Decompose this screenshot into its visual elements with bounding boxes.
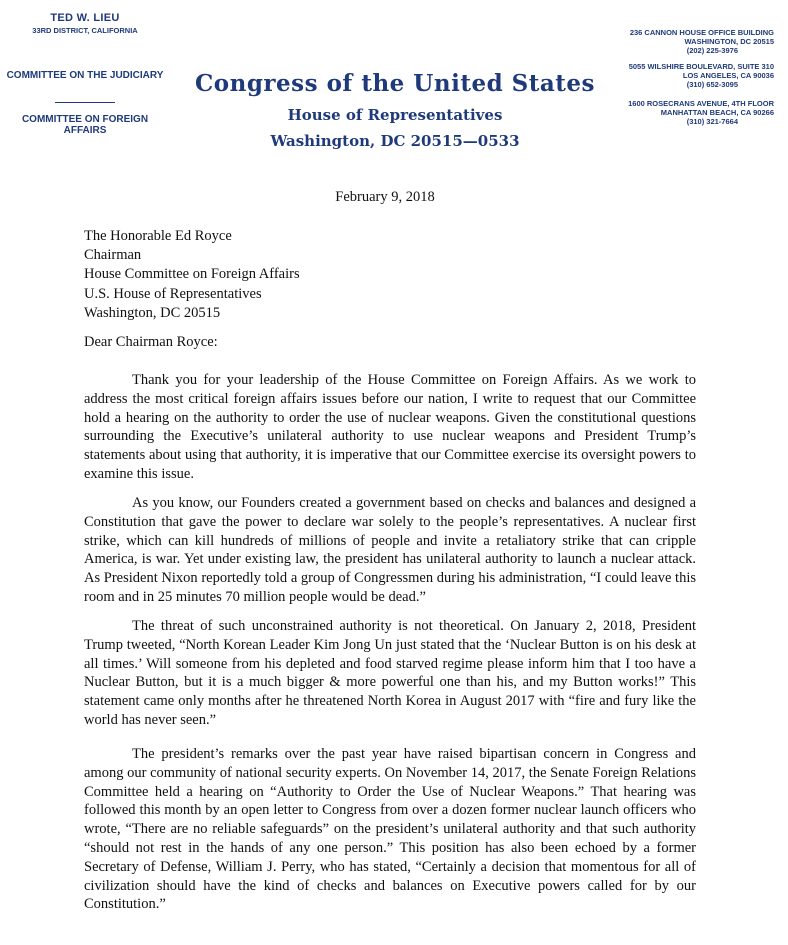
body-paragraph-2: As you know, our Founders created a government based on checks and balances and designed a Constitution that gave the power to declare war solely to the people’s representatives. A nuclear first strike, which can kill hundreds of millions of people and invite a retaliatory strike that can cripple America, is war. Yet under existing law, the president has unilateral authority to launch a nuclear attack. As President Nixon reportedly told a group of Congressmen during his administration, “I could leave this room and in 25 minutes 70 million people would be dead.” [84, 495, 696, 605]
body-paragraph-1: Thank you for your leadership of the House Committee on Foreign Affairs. As we work to address the most critical foreign affairs issues before our nation, I write to request that our Committee hold a hearing on the authority to order the use of nuclear weapons. Given the constitutional questions surrounding the Executive’s unilateral authority to use nuclear weapons and President Trump’s statements about using that authority, it is imperative that our Committee exercise its oversight powers to examine this issue. [84, 372, 696, 482]
recipient-line: Chairman [84, 247, 142, 264]
recipient-line: The Honorable Ed Royce [84, 228, 232, 244]
salutation: Dear Chairman Royce: [84, 334, 218, 350]
office-address: 1600 ROSECRANS AVENUE, 4TH FLOOR [628, 99, 774, 108]
letter-date: February 9, 2018 [335, 189, 435, 205]
recipient-line: U.S. House of Representatives [84, 285, 262, 302]
committee-divider [55, 102, 115, 103]
office-washington [594, 28, 774, 55]
office-manhattan-beach [594, 99, 774, 126]
office-phone: (310) 652-3095 [686, 80, 738, 89]
body-paragraph-3: The threat of such unconstrained authority is not theoretical. On January 2, 2018, President Trump tweeted, “North Korean Leader Kim Jong Un just stated that the ‘Nuclear Button is on his desk at all times.’ Will someone from his depleted and food starved regime please inform him that I too have a Nuclear Button, but it is a much bigger & more powerful one than his, and my Button works!” This statement came only months after he threatened North Korea in August 2017 with “fire and fury like the world has never seen.” [84, 618, 696, 728]
office-city: LOS ANGELES, CA 90036 [682, 71, 774, 80]
committee-foreign-affairs: COMMITTEE ON FOREIGN AFFAIRS [21, 114, 149, 136]
office-phone: (310) 321-7664 [686, 117, 738, 126]
office-los-angeles [594, 62, 774, 89]
recipient-line: Washington, DC 20515 [84, 304, 221, 321]
office-city: MANHATTAN BEACH, CA 90266 [660, 108, 774, 117]
committee-judiciary: COMMITTEE ON THE JUDICIARY [6, 70, 164, 81]
letterhead-title: Congress of the United States [194, 70, 596, 97]
member-district: 33RD DISTRICT, CALIFORNIA [32, 26, 138, 35]
office-phone: (202) 225-3976 [686, 46, 738, 55]
recipient-address [84, 227, 300, 323]
office-city: WASHINGTON, DC 20515 [684, 37, 774, 46]
office-address: 5055 WILSHIRE BOULEVARD, SUITE 310 [628, 62, 774, 71]
letterhead-location: Washington, DC 20515—0533 [270, 132, 520, 150]
body-paragraph-4: The president’s remarks over the past year have raised bipartisan concern in Congress and among our community of national security experts. On November 14, 2017, the Senate Foreign Relations Committee held a hearing on “Authority to Order the Use of Nuclear Weapons.” That hearing was followed this month by an open letter to Congress from over a dozen former nuclear launch officers who wrote, “There are no reliable safeguards” on the president’s unilateral authority and that such authority “should not rest in the hands of any one person.” This position has also been echoed by a former Secretary of Defense, William J. Perry, who has stated, “Certainly a decision that momentous for all of civilization should have the kind of checks and balances on Executive powers called for by our Constitution.” [84, 746, 696, 913]
member-name: TED W. LIEU [50, 12, 120, 24]
office-address: 236 CANNON HOUSE OFFICE BUILDING [629, 28, 774, 37]
recipient-line: House Committee on Foreign Affairs [84, 266, 300, 283]
letterhead-subtitle: House of Representatives [287, 106, 503, 124]
